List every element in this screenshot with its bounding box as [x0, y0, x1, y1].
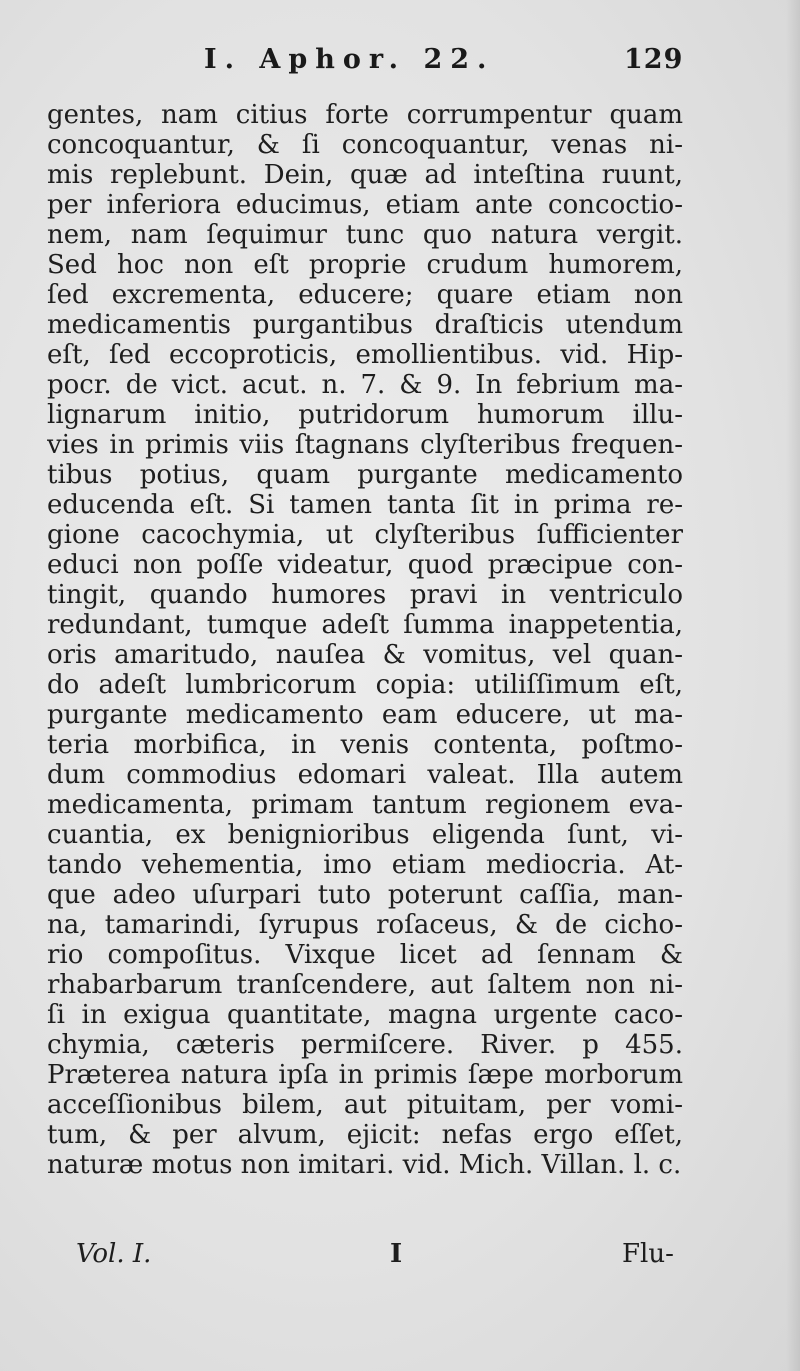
text-line: nem, nam ſequimur tunc quo natura vergit. — [47, 220, 683, 250]
text-line: redundant, tumque adeſt ſumma inappetentia, — [47, 610, 683, 640]
text-line: cuantia, ex benignioribus eligenda ſunt, vi- — [47, 820, 683, 850]
text-line: naturæ motus non imitari. vid. Mich. Villan. l. c. — [47, 1150, 682, 1180]
text-line: tibus potius, quam purgante medicamento — [47, 460, 683, 490]
text-line: tando vehementia, imo etiam mediocria. At- — [47, 850, 683, 880]
page-header — [0, 44, 800, 84]
text-line: tum, & per alvum, ejicit: nefas ergo eſſet, — [47, 1120, 683, 1150]
text-line: rio compoſitus. Vixque licet ad ſennam & — [47, 940, 683, 970]
text-line: que adeo uſurpari tuto poterunt caſſia, man- — [47, 880, 683, 910]
text-line: gentes, nam citius forte corrumpentur quam — [47, 100, 683, 130]
text-line: vies in primis viis ſtagnans clyſteribus frequen- — [47, 430, 683, 460]
text-line: do adeſt lumbricorum copia: utiliſſimum eſt, — [47, 670, 683, 700]
text-line: purgante medicamento eam educere, ut ma- — [47, 700, 683, 730]
text-line: educi non poſſe videatur, quod præcipue con- — [47, 550, 683, 580]
text-line: medicamentis purgantibus draſticis utendum — [47, 310, 683, 340]
text-line: tingit, quando humores pravi in ventriculo — [47, 580, 683, 610]
catchword: Flu- — [622, 1239, 674, 1269]
signature-mark: I — [390, 1239, 403, 1269]
text-line: educenda eſt. Si tamen tanta ſit in prima re- — [47, 490, 683, 520]
text-line: oris amaritudo, nauſea & vomitus, vel quan- — [47, 640, 683, 670]
text-line: Sed hoc non eſt proprie crudum humorem, — [47, 250, 683, 280]
text-line: mis replebunt. Dein, quæ ad inteſtina ruunt, — [47, 160, 683, 190]
page-footer — [0, 1239, 800, 1279]
text-line: gione cacochymia, ut clyſteribus ſufficienter — [47, 520, 683, 550]
text-line: na, tamarindi, ſyrupus roſaceus, & de cicho- — [47, 910, 683, 940]
running-head: I. Aphor. 22. — [204, 44, 495, 75]
text-line: concoquantur, & ſi concoquantur, venas ni- — [47, 130, 683, 160]
text-line: eſt, ſed eccoproticis, emollientibus. vid. Hip- — [47, 340, 683, 370]
text-line: Præterea natura ipſa in primis ſæpe morborum — [47, 1060, 683, 1090]
text-line: ſed excrementa, educere; quare etiam non — [47, 280, 683, 310]
text-line: ſi in exigua quantitate, magna urgente caco- — [47, 1000, 683, 1030]
text-line: pocr. de vict. acut. n. 7. & 9. In febrium ma- — [47, 370, 683, 400]
text-line: dum commodius edomari valeat. Illa autem — [47, 760, 683, 790]
body-text — [47, 100, 683, 1180]
text-line: medicamenta, primam tantum regionem eva- — [47, 790, 683, 820]
text-line: teria morbifica, in venis contenta, poſtmo- — [47, 730, 683, 760]
volume-label: Vol. I. — [76, 1239, 152, 1269]
page-number: 129 — [624, 44, 684, 75]
text-line: per inferiora educimus, etiam ante concoctio- — [47, 190, 683, 220]
text-line: chymia, cæteris permiſcere. River. p 455. — [47, 1030, 683, 1060]
text-line: lignarum initio, putridorum humorum illu- — [47, 400, 683, 430]
text-line: rhabarbarum tranſcendere, aut ſaltem non ni- — [47, 970, 683, 1000]
text-line: acceſſionibus bilem, aut pituitam, per vomi- — [47, 1090, 683, 1120]
